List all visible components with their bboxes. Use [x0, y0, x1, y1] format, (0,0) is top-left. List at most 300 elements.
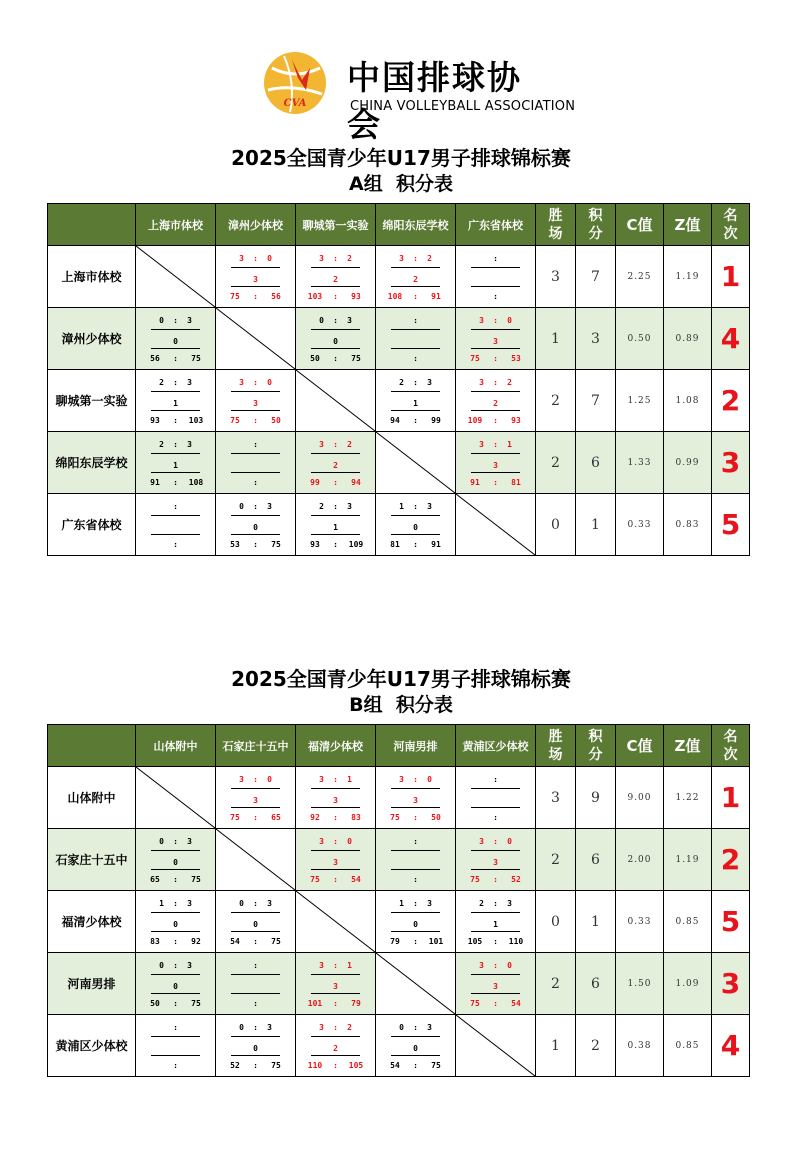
points-scored: 50 — [310, 354, 320, 363]
colon: : — [413, 875, 418, 884]
points-conceded: 101 — [428, 937, 444, 946]
colon: : — [413, 540, 418, 549]
rank-value: 3 — [712, 432, 750, 494]
divider-line — [151, 1036, 200, 1037]
points-conceded: 75 — [191, 875, 201, 884]
set-score — [376, 254, 455, 263]
set-score — [296, 502, 375, 511]
colon: : — [493, 775, 498, 784]
svg-text:CVA: CVA — [283, 98, 307, 109]
colon: : — [413, 378, 418, 387]
sets-won: 2 — [319, 502, 324, 511]
points-scored: 75 — [230, 813, 240, 822]
rally-points — [386, 354, 445, 363]
divider-line — [151, 534, 200, 535]
colon: : — [253, 937, 258, 946]
wins-value: 3 — [536, 767, 576, 829]
rally-points — [146, 416, 205, 425]
match-cell — [456, 246, 536, 308]
table-row — [48, 494, 750, 556]
colon: : — [333, 875, 338, 884]
rank-header-line1: 名 — [723, 728, 738, 745]
sets-lost: 1 — [507, 440, 512, 449]
rank-value: 4 — [712, 1015, 750, 1077]
match-result — [136, 432, 215, 493]
match-cell — [456, 308, 536, 370]
colon: : — [173, 961, 178, 970]
sets-lost: 0 — [267, 254, 272, 263]
match-points: 0 — [413, 920, 418, 929]
sets-won: 3 — [239, 775, 244, 784]
match-cell — [136, 891, 216, 953]
sets-won: 2 — [159, 440, 164, 449]
row-team-name: 福清少体校 — [48, 891, 136, 953]
points-conceded: 103 — [188, 416, 204, 425]
match-result — [376, 308, 455, 369]
table-row — [48, 370, 750, 432]
colon: : — [493, 378, 498, 387]
set-score — [136, 378, 215, 387]
colon: : — [173, 837, 178, 846]
wins-value: 1 — [536, 1015, 576, 1077]
colon: : — [493, 899, 498, 908]
colon: : — [173, 502, 178, 511]
divider-line — [311, 453, 360, 454]
match-cell — [456, 953, 536, 1015]
points-scored: 75 — [230, 416, 240, 425]
points-conceded: 53 — [511, 354, 521, 363]
divider-line — [151, 515, 200, 516]
sets-lost: 0 — [507, 837, 512, 846]
column-header-team: 广东省体校 — [456, 204, 536, 246]
match-result — [456, 308, 535, 369]
points-conceded — [427, 875, 445, 884]
colon: : — [173, 354, 178, 363]
match-result — [456, 246, 535, 307]
sets-won: 3 — [399, 775, 404, 784]
colon: : — [333, 540, 338, 549]
points-value: 6 — [576, 953, 616, 1015]
points-header — [576, 725, 616, 767]
points-conceded: 56 — [271, 292, 281, 301]
divider-line — [311, 472, 360, 473]
column-header-team: 石家庄十五中 — [216, 725, 296, 767]
match-cell — [456, 432, 536, 494]
points-conceded: 81 — [511, 478, 521, 487]
rally-points — [146, 1061, 205, 1070]
match-result — [216, 891, 295, 952]
match-cell — [296, 1015, 376, 1077]
rank-header-line2: 次 — [723, 225, 738, 242]
sets-won: 3 — [479, 440, 484, 449]
points-scored: 93 — [310, 540, 320, 549]
divider-line — [311, 807, 360, 808]
divider-line — [311, 850, 360, 851]
divider-line — [151, 850, 200, 851]
set-score — [296, 961, 375, 970]
sets-won: 3 — [399, 254, 404, 263]
sets-won: 3 — [479, 316, 484, 325]
rally-points — [226, 999, 285, 1008]
colon: : — [173, 999, 178, 1008]
wins-header — [536, 725, 576, 767]
points-conceded — [507, 292, 525, 301]
wins-value: 0 — [536, 891, 576, 953]
colon: : — [253, 540, 258, 549]
divider-line — [471, 850, 520, 851]
match-cell — [376, 494, 456, 556]
tournament-name: 2025全国青少年U17男子排球锦标赛 — [231, 146, 571, 170]
column-header-team: 绵阳东辰学校 — [376, 204, 456, 246]
colon: : — [253, 1061, 258, 1070]
points-conceded: 75 — [351, 354, 361, 363]
match-cell — [216, 246, 296, 308]
points-scored: 110 — [307, 1061, 323, 1070]
colon: : — [253, 254, 258, 263]
colon: : — [493, 937, 498, 946]
group-subtitle: A组 积分表 — [349, 173, 453, 195]
points-scored — [386, 875, 404, 884]
match-result — [296, 308, 375, 369]
divider-line — [151, 931, 200, 932]
match-points: 2 — [333, 275, 338, 284]
rank-value: 2 — [712, 370, 750, 432]
divider-line — [151, 472, 200, 473]
sets-lost: 2 — [347, 1023, 352, 1032]
points-conceded: 110 — [508, 937, 524, 946]
row-team-name: 广东省体校 — [48, 494, 136, 556]
match-result — [456, 370, 535, 431]
points-header-line2: 分 — [588, 746, 603, 763]
divider-line — [231, 974, 280, 975]
divider-line — [311, 267, 360, 268]
corner-header — [48, 204, 136, 246]
points-conceded: 50 — [271, 416, 281, 425]
colon: : — [333, 254, 338, 263]
points-scored — [466, 292, 484, 301]
match-cell — [376, 308, 456, 370]
sets-lost: 3 — [187, 378, 192, 387]
set-score — [216, 440, 295, 449]
column-header-team: 聊城第一实验 — [296, 204, 376, 246]
sets-lost: 3 — [427, 1023, 432, 1032]
divider-line — [231, 267, 280, 268]
z-value: 0.89 — [664, 308, 712, 370]
diagonal-cell — [216, 308, 296, 370]
colon: : — [413, 502, 418, 511]
divider-line — [391, 534, 440, 535]
z-value: 1.19 — [664, 246, 712, 308]
points-value: 9 — [576, 767, 616, 829]
match-result — [376, 246, 455, 307]
c-value: 1.25 — [616, 370, 664, 432]
colon: : — [333, 1023, 338, 1032]
divider-line — [151, 391, 200, 392]
z-value: 1.22 — [664, 767, 712, 829]
z-value: 0.83 — [664, 494, 712, 556]
colon: : — [333, 837, 338, 846]
points-scored: 83 — [150, 937, 160, 946]
colon: : — [173, 378, 178, 387]
points-scored: 75 — [230, 292, 240, 301]
rally-points — [466, 416, 525, 425]
colon: : — [173, 316, 178, 325]
set-score — [216, 961, 295, 970]
match-points: 0 — [173, 920, 178, 929]
colon: : — [493, 316, 498, 325]
match-result — [376, 891, 455, 952]
divider-line — [391, 850, 440, 851]
sets-won: 1 — [399, 502, 404, 511]
association-name-cn: 中国排球协会 — [347, 58, 522, 144]
rally-points — [466, 999, 525, 1008]
colon: : — [413, 354, 418, 363]
match-result — [456, 953, 535, 1014]
group-subtitle: B组 积分表 — [349, 694, 453, 716]
diagonal-cell — [216, 829, 296, 891]
divider-line — [311, 348, 360, 349]
set-score — [216, 899, 295, 908]
diagonal-cell — [456, 1015, 536, 1077]
set-score — [216, 378, 295, 387]
set-score — [456, 378, 535, 387]
sets-lost: 0 — [507, 961, 512, 970]
match-result — [296, 829, 375, 890]
points-header — [576, 204, 616, 246]
match-cell — [456, 767, 536, 829]
colon: : — [253, 378, 258, 387]
match-points: 3 — [493, 461, 498, 470]
points-scored: 91 — [470, 478, 480, 487]
rank-value: 1 — [712, 767, 750, 829]
c-value: 0.38 — [616, 1015, 664, 1077]
divider-line — [391, 267, 440, 268]
diagonal-cell — [136, 246, 216, 308]
association-name-en: CHINA VOLLEYBALL ASSOCIATION — [350, 99, 576, 114]
points-scored: 91 — [150, 478, 160, 487]
colon: : — [173, 478, 178, 487]
divider-line — [231, 391, 280, 392]
divider-line — [471, 472, 520, 473]
colon: : — [253, 440, 258, 449]
sets-won: 3 — [319, 961, 324, 970]
points-header-line1: 积 — [588, 207, 603, 224]
colon: : — [493, 875, 498, 884]
diagonal-cell — [376, 432, 456, 494]
points-conceded: 75 — [191, 999, 201, 1008]
sets-lost: 3 — [347, 316, 352, 325]
colon: : — [333, 1061, 338, 1070]
points-conceded: 93 — [351, 292, 361, 301]
match-points: 2 — [333, 1044, 338, 1053]
diagonal-cell — [296, 891, 376, 953]
rally-points — [306, 292, 365, 301]
colon: : — [413, 775, 418, 784]
match-cell — [376, 767, 456, 829]
divider-line — [311, 788, 360, 789]
colon: : — [493, 416, 498, 425]
c-value-header: C值 — [616, 204, 664, 246]
points-conceded: 91 — [431, 540, 441, 549]
points-value: 3 — [576, 308, 616, 370]
sets-lost: 3 — [427, 899, 432, 908]
diagonal-cell — [296, 370, 376, 432]
rally-points — [226, 1061, 285, 1070]
points-conceded: 109 — [348, 540, 364, 549]
divider-line — [151, 869, 200, 870]
points-header-line1: 积 — [588, 728, 603, 745]
points-scored — [226, 999, 244, 1008]
match-points: 2 — [493, 399, 498, 408]
column-header-team: 福清少体校 — [296, 725, 376, 767]
colon: : — [173, 1061, 178, 1070]
set-score — [296, 440, 375, 449]
points-scored — [386, 354, 404, 363]
c-value: 0.33 — [616, 891, 664, 953]
row-team-name: 山体附中 — [48, 767, 136, 829]
set-score — [136, 961, 215, 970]
z-value: 1.08 — [664, 370, 712, 432]
points-scored: 108 — [387, 292, 403, 301]
sets-lost: 0 — [507, 316, 512, 325]
sets-won: 3 — [319, 254, 324, 263]
divider-line — [231, 534, 280, 535]
sets-lost: 1 — [347, 961, 352, 970]
colon: : — [253, 899, 258, 908]
match-result — [376, 1015, 455, 1076]
match-points: 1 — [413, 399, 418, 408]
colon: : — [413, 899, 418, 908]
divider-line — [391, 807, 440, 808]
divider-line — [471, 912, 520, 913]
row-team-name: 上海市体校 — [48, 246, 136, 308]
divider-line — [391, 391, 440, 392]
points-scored — [466, 813, 484, 822]
divider-line — [471, 931, 520, 932]
row-team-name: 河南男排 — [48, 953, 136, 1015]
match-result — [376, 829, 455, 890]
match-result — [136, 1015, 215, 1076]
rally-points — [146, 999, 205, 1008]
c-value: 9.00 — [616, 767, 664, 829]
colon: : — [333, 502, 338, 511]
divider-line — [231, 515, 280, 516]
match-points: 3 — [493, 337, 498, 346]
sets-won: 3 — [319, 1023, 324, 1032]
wins-header-line1: 胜 — [548, 207, 563, 224]
points-conceded: 52 — [511, 875, 521, 884]
diagonal-line — [296, 891, 375, 952]
colon: : — [413, 937, 418, 946]
rally-points — [466, 875, 525, 884]
colon: : — [493, 440, 498, 449]
set-score — [456, 440, 535, 449]
sets-won: 0 — [319, 316, 324, 325]
points-header-line2: 分 — [588, 225, 603, 242]
points-scored — [146, 540, 164, 549]
sets-won: 2 — [399, 378, 404, 387]
divider-line — [391, 1036, 440, 1037]
match-cell — [136, 494, 216, 556]
sets-won: 3 — [239, 378, 244, 387]
match-cell — [216, 953, 296, 1015]
wins-value: 2 — [536, 370, 576, 432]
match-cell — [456, 370, 536, 432]
match-cell — [136, 370, 216, 432]
z-value: 0.85 — [664, 891, 712, 953]
wins-header — [536, 204, 576, 246]
match-points: 3 — [333, 858, 338, 867]
match-result — [216, 246, 295, 307]
sets-won: 2 — [479, 899, 484, 908]
colon: : — [333, 775, 338, 784]
set-score — [456, 316, 535, 325]
sets-won: 0 — [239, 899, 244, 908]
volleyball-logo-icon — [262, 50, 328, 116]
wins-header-line2: 场 — [548, 225, 563, 242]
divider-line — [151, 348, 200, 349]
divider-line — [311, 329, 360, 330]
wins-value: 0 — [536, 494, 576, 556]
wins-value: 2 — [536, 432, 576, 494]
rally-points — [386, 813, 445, 822]
points-value: 7 — [576, 370, 616, 432]
sets-won: 3 — [479, 837, 484, 846]
points-value: 6 — [576, 432, 616, 494]
match-points: 3 — [333, 982, 338, 991]
match-result — [376, 494, 455, 555]
points-conceded: 99 — [431, 416, 441, 425]
match-cell — [216, 494, 296, 556]
match-points: 1 — [333, 523, 338, 532]
rally-points — [466, 292, 525, 301]
points-conceded: 92 — [191, 937, 201, 946]
row-team-name: 漳州少体校 — [48, 308, 136, 370]
rank-header — [712, 725, 750, 767]
rally-points — [466, 813, 525, 822]
match-points: 3 — [493, 858, 498, 867]
sets-lost: 3 — [187, 961, 192, 970]
sets-won: 3 — [479, 961, 484, 970]
set-score — [136, 316, 215, 325]
points-conceded: 93 — [511, 416, 521, 425]
set-score — [136, 502, 215, 511]
column-header-team: 上海市体校 — [136, 204, 216, 246]
divider-line — [231, 410, 280, 411]
diagonal-line — [216, 308, 295, 369]
set-score — [296, 775, 375, 784]
points-scored: 79 — [390, 937, 400, 946]
match-result — [216, 494, 295, 555]
sets-lost: 3 — [187, 899, 192, 908]
divider-line — [471, 807, 520, 808]
match-result — [136, 829, 215, 890]
points-scored: 50 — [150, 999, 160, 1008]
colon: : — [173, 540, 178, 549]
points-scored: 75 — [470, 999, 480, 1008]
diagonal-line — [136, 767, 215, 828]
points-conceded: 75 — [191, 354, 201, 363]
rally-points — [306, 1061, 365, 1070]
sets-lost: 1 — [347, 775, 352, 784]
row-team-name: 黄浦区少体校 — [48, 1015, 136, 1077]
rally-points — [226, 478, 285, 487]
divider-line — [311, 993, 360, 994]
row-team-name: 绵阳东辰学校 — [48, 432, 136, 494]
colon: : — [333, 813, 338, 822]
points-scored: 92 — [310, 813, 320, 822]
colon: : — [413, 292, 418, 301]
